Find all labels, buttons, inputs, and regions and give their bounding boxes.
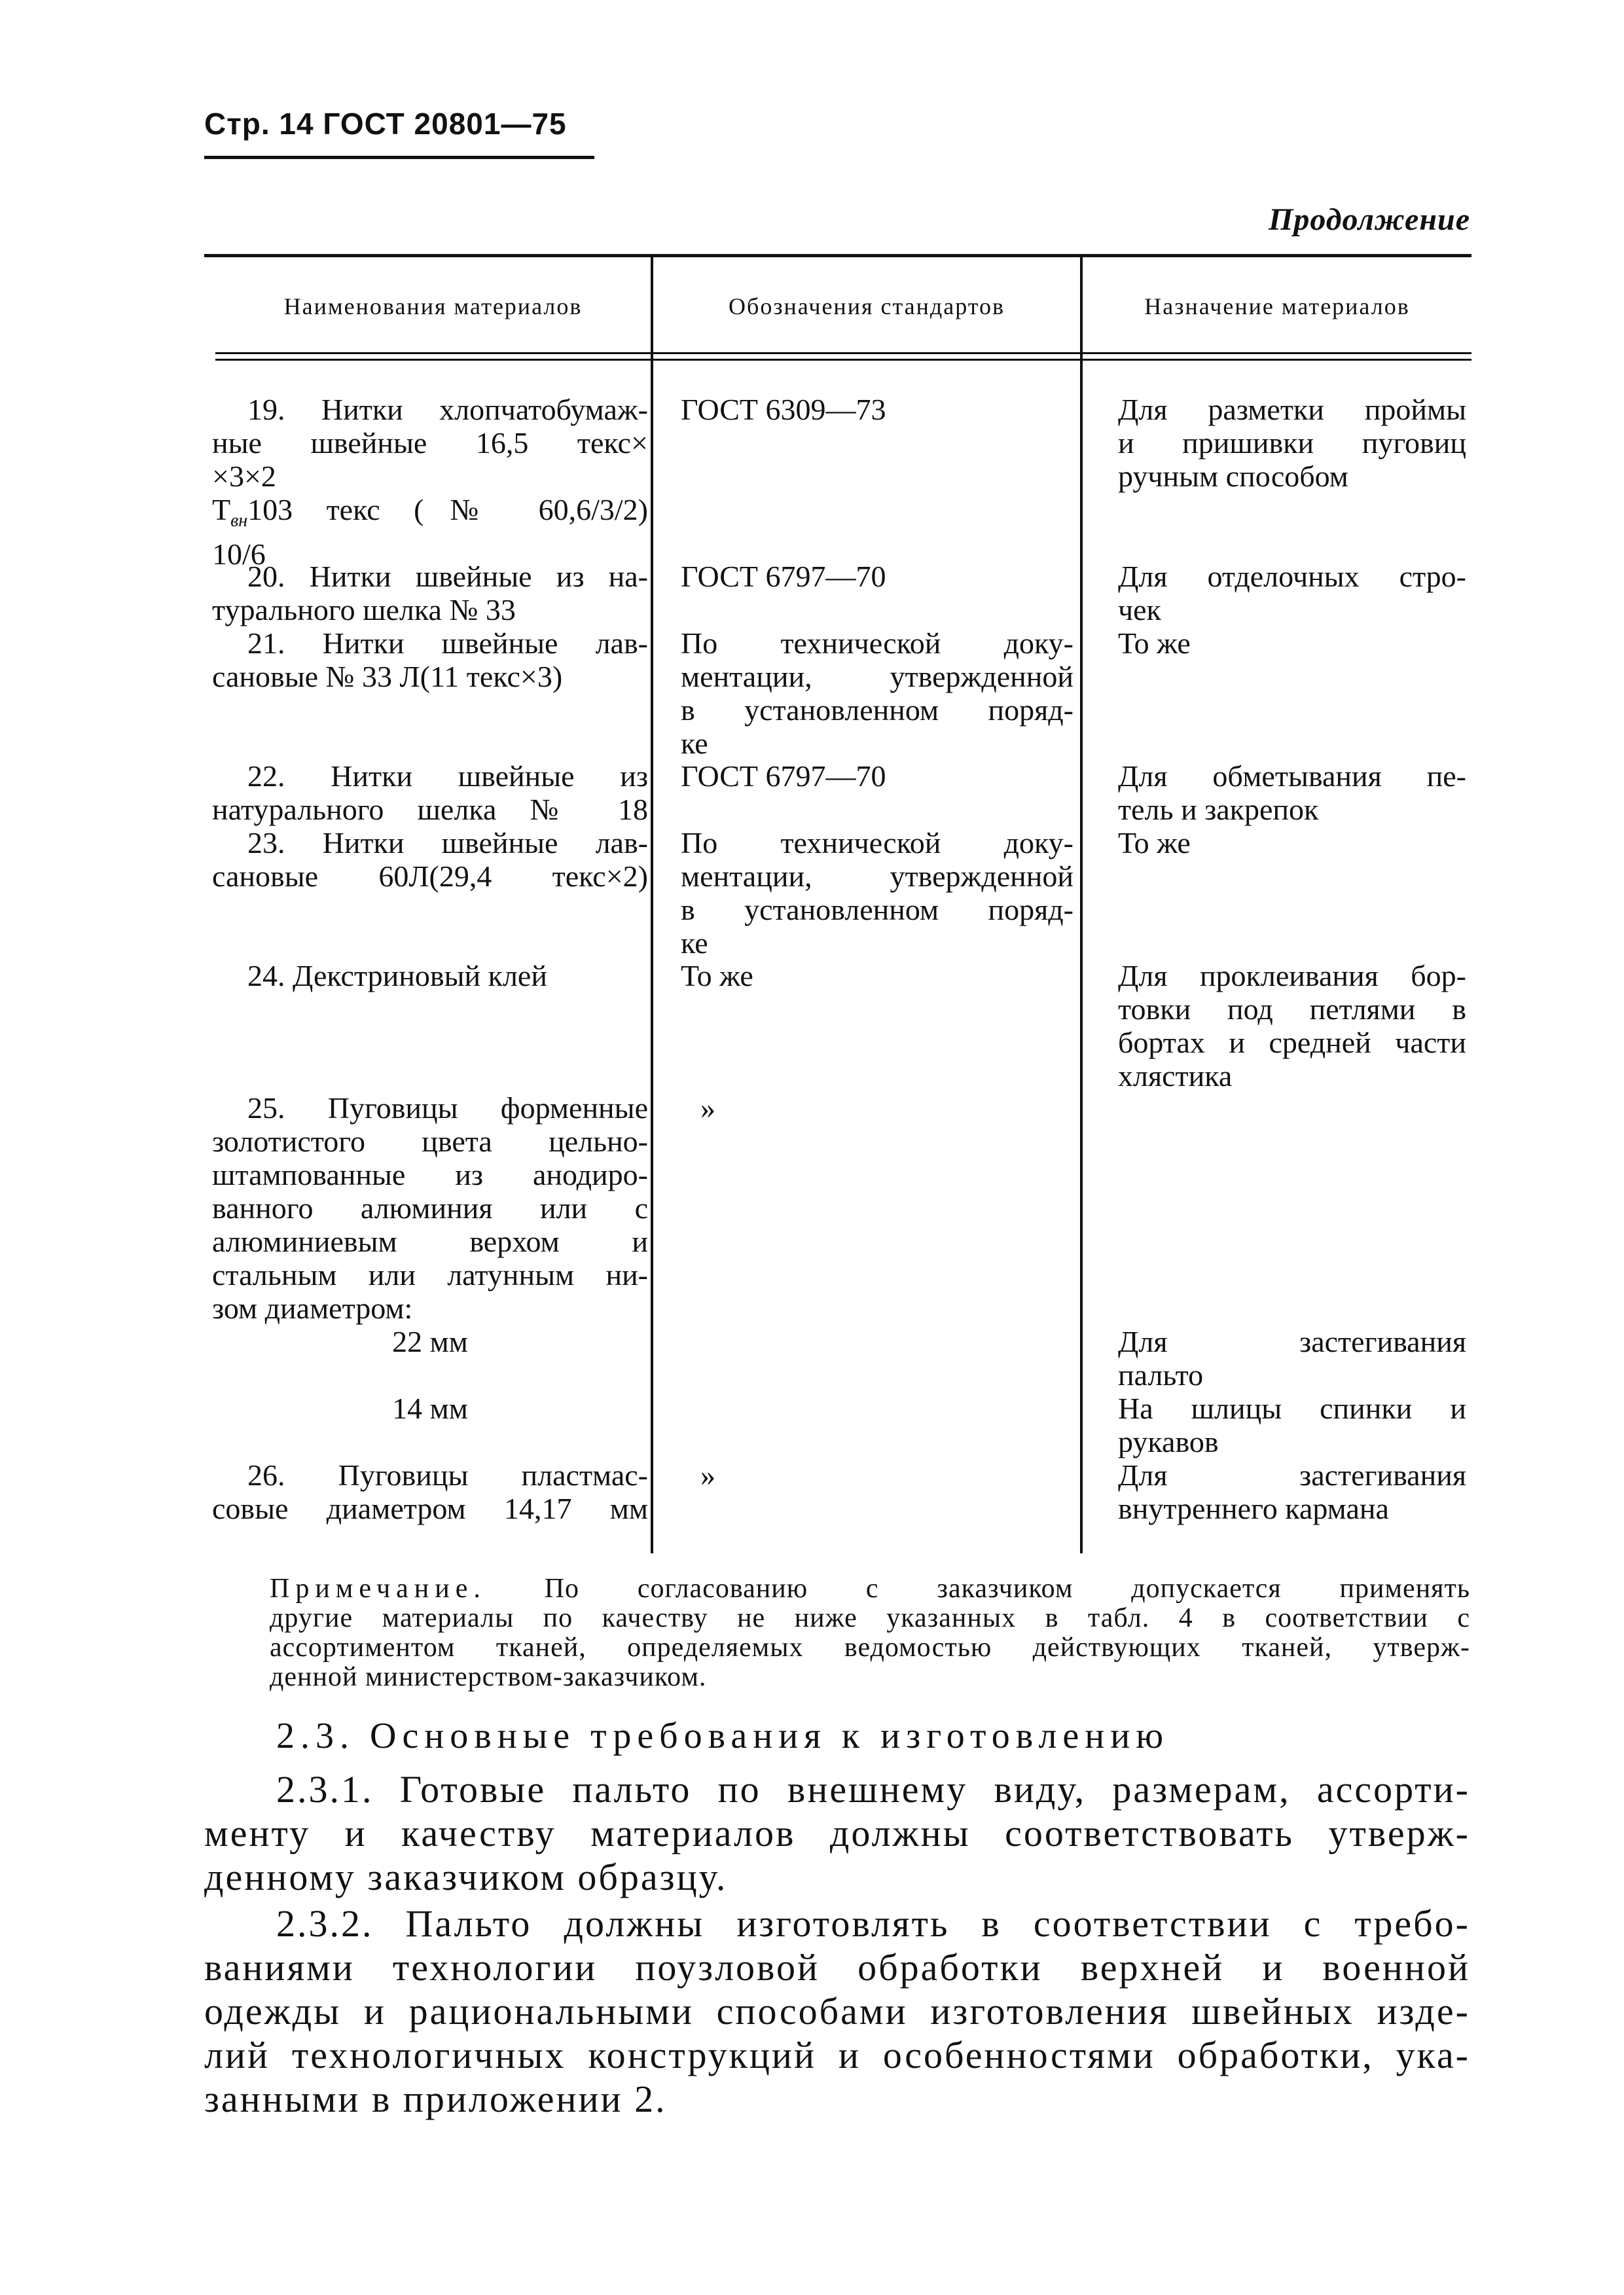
table-row-20-name: 20. Нитки швейные из на- турального шелка № 33 [212,560,648,626]
table-row-26-purpose: Для застегивания внутреннего кармана [1118,1458,1466,1525]
table-note: Примечание. По согласованию с заказчиком допускается применять другие материалы по качеству не ниже указанных в табл. 4 в соответствии с ассортиментом тканей, определяемых ведомостью действующих тканей, утверж- денной министерством-заказчиком. [270,1574,1470,1692]
table-row-22-standard: ГОСТ 6797—70 [681,759,886,793]
note-label: Примечание. [270,1574,486,1604]
table-row-21-purpose: То же [1118,626,1191,660]
table-row-21-name: 21. Нитки швейные лав- сановые № 33 Л(11 текс×3) [212,626,648,693]
table-row-20-purpose: Для отделочных стро- чек [1118,560,1466,626]
paragraph-2-3-1: 2.3.1. Готовые пальто по внешнему виду, размерам, ассорти- менту и качеству материалов должны соответствовать утверж- денному заказчиком образцу. [204,1768,1470,1898]
table-row-24-purpose: Для проклеивания бор- товки под петлями в бортах и средней части хлястика [1118,959,1466,1093]
table-row-23-standard: По технической доку- ментации, утвержденной в установленном поряд- ке [681,826,1074,960]
table-top-rule [204,254,1471,257]
paragraph-2-3-2: 2.3.2. Пальто должны изготовлять в соответствии с требо- ваниями технологии поузловой обработки верхней и военной одежды и рациональными способами изготовления швейных изде- лий технологичных конструкций и особенностями обработки, ука- занными в приложении 2. [204,1902,1470,2120]
section-title: 2.3. Основные требования к изготовлению [276,1716,1170,1756]
column-header-purpose: Назначение материалов [1144,293,1410,319]
table-row-24-name: 24. Декстриновый клей [247,959,547,992]
table-row-25-standard: » [700,1091,715,1125]
header-rule [215,352,1471,354]
table-row-25-name: 25. Пуговицы форменные золотистого цвета цельно- штампованные из анодиро- ванного алюминия или с алюминиевым верхом и стальным или латунным ни- зом диаметром: [212,1091,648,1325]
table-row-26-name: 26. Пуговицы пластмас- совые диаметром 14,17 мм [212,1458,648,1525]
header-rule-double [215,359,1471,361]
column-header-name: Наименования материалов [283,293,583,319]
table-row-21-standard: По технической доку- ментации, утвержденной в установленном поряд- ке [681,626,1074,760]
table-row-22mm-name: 22 мм [392,1325,468,1358]
column-header-standard: Обозначения стандартов [729,293,1005,319]
table-row-26-standard: » [700,1458,715,1492]
table-row-22-name: 22. Нитки швейные из натурального шелка № 18 [212,759,648,826]
table-row-19-purpose: Для разметки проймы и пришивки пуговиц ручным способом [1118,393,1466,493]
table-row-23-name: 23. Нитки швейные лав- сановые 60Л(29,4 текс×2) [212,826,648,893]
table-row-19-name: 19. Нитки хлопчатобумаж- ные швейные 16,5 текс× ×3×2 $Т_{вн}103$ текс (№ 60,6/3/2) 10/6 [212,393,648,571]
table-row-19-standard: ГОСТ 6309—73 [681,393,886,426]
table-row-14mm-purpose: На шлицы спинки и рукавов [1118,1392,1466,1458]
table-row-14mm-name: 14 мм [392,1392,468,1425]
table-row-24-standard: То же [681,959,753,992]
table-row-22mm-purpose: Для застегивания пальто [1118,1325,1466,1392]
column-divider [651,254,653,1553]
column-divider [1080,254,1083,1553]
table-row-20-standard: ГОСТ 6797—70 [681,560,886,593]
materials-table [204,254,1471,1553]
table-row-22-purpose: Для обметывания пе- тель и закрепок [1118,759,1466,826]
page-header: Стр. 14 ГОСТ 20801—75 [204,106,594,159]
table-row-23-purpose: То же [1118,826,1191,859]
continuation-label: Продолжение [1269,202,1470,237]
